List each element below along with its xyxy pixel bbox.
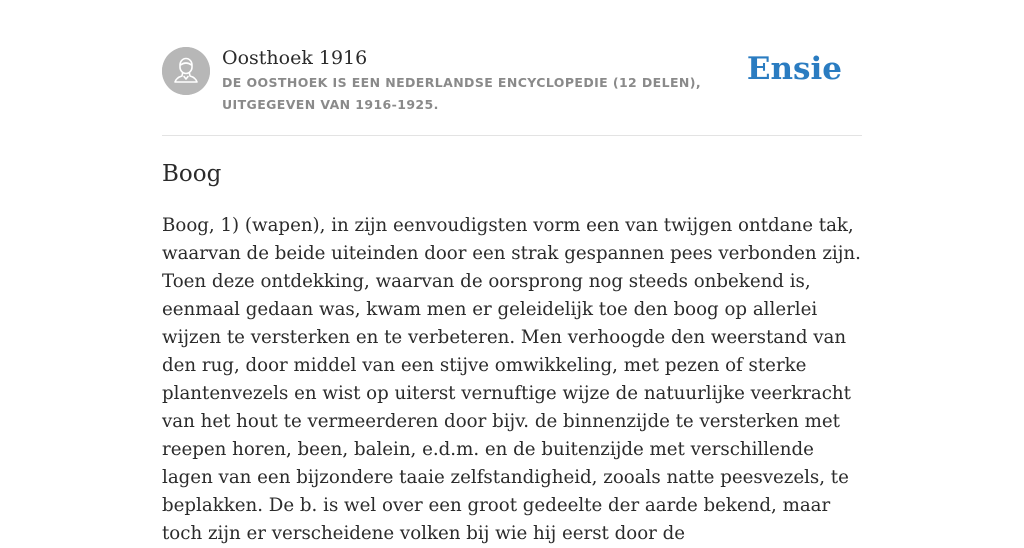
source-avatar[interactable] (162, 47, 210, 95)
header-divider (162, 135, 862, 136)
article-body: Boog, 1) (wapen), in zijn eenvoudigsten vorm een van twijgen ontdane tak, waarvan de beide uiteinden door een strak gespannen pees verbonden zijn. Toen deze ontdekking, waarvan de oorsprong nog steeds onbekend is, eenmaal gedaan was, kwam men er geleidelijk toe den boog op allerlei wijzen te versterken en te verbeteren. Men verhoogde den weerstand van den rug, door middel van een stijve omwikkeling, met pezen of sterke plantenvezels en wist op uiterst vernuftige wijze de natuurlijke veerkracht van het hout te vermeerderen door bijv. de binnenzijde te versterken met reepen horen, been, balein, e.d.m. en de buitenzijde met verschillende lagen van een bijzondere taaie zelfstandigheid, zooals natte peesvezels, te beplakken. De b. is wel over een groot gedeelte der aarde bekend, maar toch zijn er verscheidene volken bij wie hij eerst door de (162, 215, 861, 544)
user-avatar-icon (162, 47, 210, 95)
source-description: DE OOSTHOEK IS EEN NEDERLANDSE ENCYCLOPEDIE (12 DELEN), UITGEGEVEN VAN 1916-1925. (222, 75, 702, 112)
ensie-logo-link[interactable]: Ensie (746, 51, 842, 87)
article-title: Boog (162, 161, 222, 187)
source-header (162, 46, 862, 116)
source-title[interactable]: Oosthoek 1916 (222, 47, 368, 69)
